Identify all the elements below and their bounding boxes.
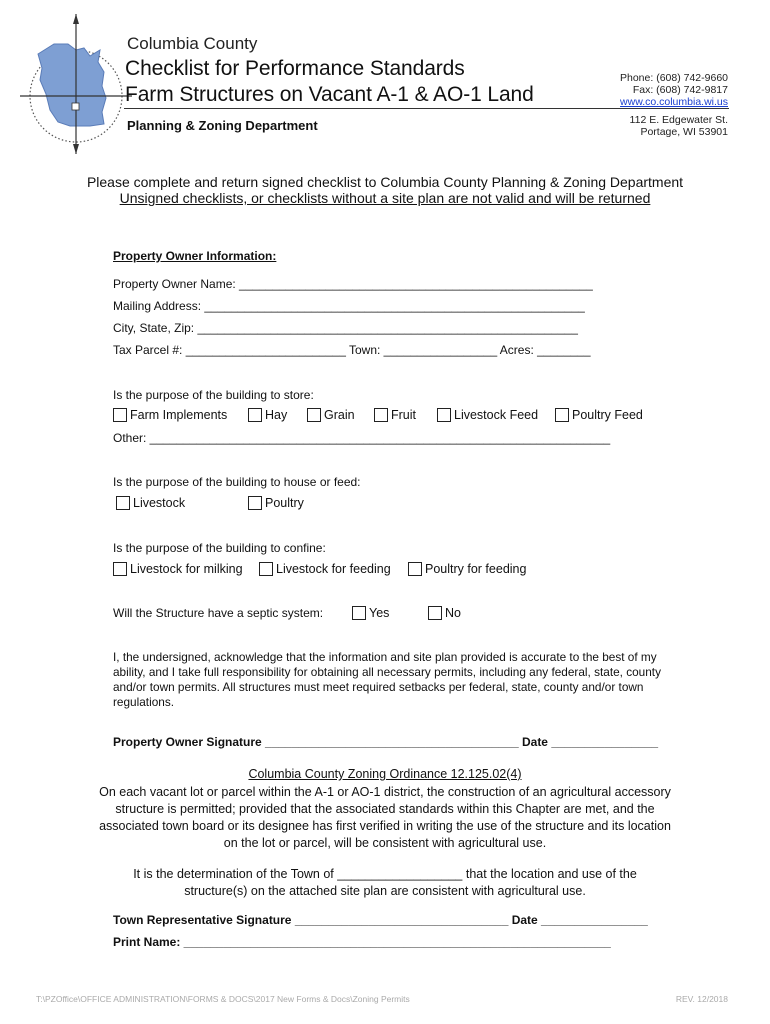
checkbox-icon[interactable] (555, 408, 569, 422)
ordinance-text-line1: On each vacant lot or parcel within the A-1 or AO-1 district, the construction of an agricultural accessory (99, 785, 671, 799)
checkbox-house-poultry[interactable] (248, 496, 304, 510)
checkbox-fruit[interactable] (374, 408, 416, 422)
ordinance-text-line3: associated town board or its designee has first verified in writing the use of the structure and its location (99, 819, 671, 833)
instruction-text: Please complete and return signed checklist to Columbia County Planning & Zoning Department (86, 174, 684, 190)
footer-revision: REV. 12/2018 (675, 994, 728, 1004)
owner-name-field[interactable]: Property Owner Name: _____________________________________________________ (113, 277, 593, 291)
checkbox-label: Poultry for feeding (425, 562, 527, 576)
address-line1: 112 E. Edgewater St. (629, 114, 728, 126)
confine-question: Is the purpose of the building to confine: (113, 541, 326, 555)
checkbox-icon[interactable] (248, 496, 262, 510)
checkbox-label: Poultry (265, 496, 304, 510)
store-question: Is the purpose of the building to store: (113, 388, 314, 402)
county-name: Columbia County (127, 34, 258, 53)
footer-file-path: T:\PZOffice\OFFICE ADMINISTRATION\FORMS & DOCS\2017 New Forms & Docs\Zoning Permits (36, 994, 410, 1004)
checkbox-label: Farm Implements (130, 408, 228, 422)
ordinance-heading: Columbia County Zoning Ordinance 12.125.02(4) (248, 767, 522, 781)
checkbox-label: Livestock (133, 496, 186, 510)
checkbox-house-livestock[interactable] (116, 496, 185, 510)
instruction-warning: Unsigned checklists, or checklists without a site plan are not valid and will be returned (119, 190, 651, 206)
website-link[interactable]: www.co.columbia.wi.us (620, 96, 728, 108)
checkbox-icon[interactable] (248, 408, 262, 422)
county-logo (20, 14, 132, 154)
checkbox-icon[interactable] (307, 408, 321, 422)
store-other-field[interactable]: Other: _____________________________________________________________________ (113, 431, 611, 445)
checkbox-label: Livestock for milking (130, 562, 243, 576)
checkbox-farm-implements[interactable] (113, 408, 227, 422)
checkbox-livestock-feed[interactable] (437, 408, 538, 422)
checkbox-hay[interactable] (248, 408, 287, 422)
checkbox-icon[interactable] (352, 606, 366, 620)
acknowledgement-paragraph: I, the undersigned, acknowledge that the information and site plan provided is accurate to the best of my ability, and I take full responsibility for obtaining all necessary permits, including any federal, state, county and/or town permits. All structures must meet required setbacks per federal, state, county and/or town regulations. (113, 650, 661, 709)
checkbox-icon[interactable] (408, 562, 422, 576)
tax-parcel-town-acres-field[interactable]: Tax Parcel #: ________________________ Town: _________________ Acres: ________ (113, 343, 591, 357)
checkbox-label: Poultry Feed (572, 408, 643, 422)
checkbox-label: Hay (265, 408, 288, 422)
house-question: Is the purpose of the building to house or feed: (113, 475, 361, 489)
mailing-address-field[interactable]: Mailing Address: _________________________________________________________ (113, 299, 585, 313)
city-state-zip-field[interactable]: City, State, Zip: _________________________________________________________ (113, 321, 578, 335)
checkbox-label: Fruit (391, 408, 416, 422)
checkbox-septic-no[interactable] (428, 606, 461, 620)
checkbox-label: Livestock Feed (454, 408, 539, 422)
phone: Phone: (608) 742-9660 (620, 72, 728, 84)
checkbox-icon[interactable] (116, 496, 130, 510)
checkbox-icon[interactable] (428, 606, 442, 620)
checkbox-livestock-feeding[interactable] (259, 562, 391, 576)
checkbox-label: Grain (324, 408, 355, 422)
owner-signature-line[interactable]: Property Owner Signature ______________________________________ Date ________________ (113, 735, 659, 749)
department-name: Planning & Zoning Department (127, 118, 318, 133)
ordinance-text-line4: on the lot or parcel, will be consistent with agricultural use. (223, 836, 547, 850)
septic-question: Will the Structure have a septic system: (113, 606, 324, 620)
checkbox-poultry-feed[interactable] (555, 408, 643, 422)
checkbox-grain[interactable] (307, 408, 355, 422)
checkbox-icon[interactable] (259, 562, 273, 576)
print-name-line[interactable]: Print Name: ________________________________________________________________ (113, 935, 611, 949)
determination-line1[interactable]: It is the determination of the Town of __________________ that the location and use of the (133, 867, 637, 881)
owner-section-heading: Property Owner Information: (113, 249, 277, 263)
determination-line2: structure(s) on the attached site plan are consistent with agricultural use. (184, 884, 586, 898)
fax: Fax: (608) 742-9817 (632, 84, 728, 96)
address-line2: Portage, WI 53901 (640, 126, 728, 138)
checkbox-poultry-feeding[interactable] (408, 562, 526, 576)
checkbox-septic-yes[interactable] (352, 606, 389, 620)
town-signature-line[interactable]: Town Representative Signature ________________________________ Date ________________ (113, 913, 648, 927)
header-divider (124, 108, 729, 109)
checkbox-icon[interactable] (113, 408, 127, 422)
checkbox-label: Livestock for feeding (276, 562, 391, 576)
wisconsin-compass-logo-icon (20, 14, 132, 154)
contact-block (620, 72, 728, 108)
form-title-line1: Checklist for Performance Standards (125, 57, 465, 80)
checkbox-icon[interactable] (374, 408, 388, 422)
checkbox-livestock-milking[interactable] (113, 562, 243, 576)
form-title-line2: Farm Structures on Vacant A-1 & AO-1 Land (125, 83, 534, 106)
checkbox-label: No (445, 606, 461, 620)
address-block (630, 114, 728, 138)
checkbox-label: Yes (369, 606, 390, 620)
ordinance-text-line2: structure is permitted; provided that the associated standards within this Chapter are met, and the (115, 802, 655, 816)
checkbox-icon[interactable] (437, 408, 451, 422)
checkbox-icon[interactable] (113, 562, 127, 576)
